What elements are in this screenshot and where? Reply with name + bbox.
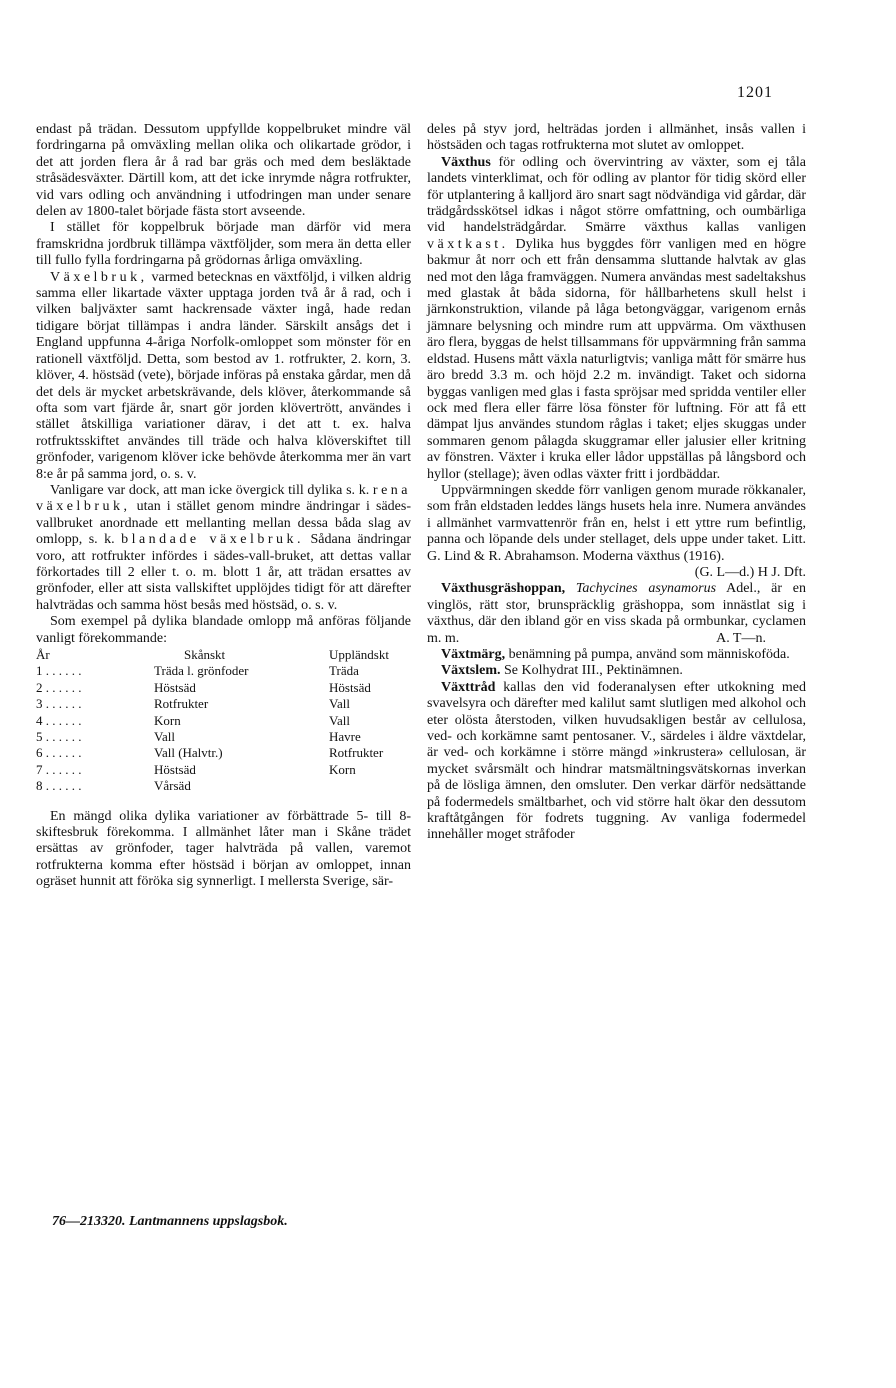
table-row [36,663,411,679]
entry-vaxttrad [427,680,806,844]
row-upplandskt: Korn [329,761,356,777]
table-row [36,745,411,761]
left-paragraph-4-c: Sådana ändringar voro, att rotfrukter infördes i sädes-vall-bruket, att dettas vallar förkortades till 2 eller t. o. m. blott 1 år, att trädan ersattes av grönfoder, eller att sista vallskiftet upplöjdes tidigt för att därefter halvträdas och samma höst besås med höstsäd, o. s. v. [36,532,412,613]
left-paragraph-4-b: utan i stället genom mindre ändringar i sädes-vallbruket anordnade ett mellanting mellan dessa båda slag av omlopp, s. k. [36,499,411,548]
row-year: 5 . . . . . . [36,729,82,745]
right-column [427,122,806,844]
signature-vaxthus: (G. L—d.) H J. Dft. [694,564,806,580]
row-upplandskt: Vall [329,696,350,712]
signature-grashoppan: A. T—n. [716,630,766,646]
row-upplandskt: Rotfrukter [329,745,384,761]
table-row [36,680,411,696]
term-vaxtkast: växtkast. [427,236,509,252]
latin-name: Tachycines asynamorus [565,581,717,597]
headword-vaxtmarg: Växtmärg, [441,647,506,662]
left-paragraph-4-a: Vanligare var dock, att man icke övergick till dylika s. k. [50,482,373,498]
left-column [36,122,411,891]
rotation-table [36,647,411,795]
entry-vaxtslem [427,663,806,679]
headword-vaxtslem: Växtslem. [441,663,501,679]
entry-vaxthus-text-a: för odling och övervintring av växter, som ej tåla landets vinterklimat, och för odling av plantor för tidig skörd eller för utplantering å kalljord äro snart sagt nödvändiga vid gårdar, där trädgårdsskötsel idkas i något större omfattning, och oumbärliga vid handelsträdgårdar. Smärre växthus kallas vanligen [427,154,806,236]
rotation-table-header [36,647,411,663]
row-skanskt: Träda l. grönfoder [154,663,249,679]
row-skanskt: Vall [154,729,175,745]
left-paragraph-1: endast på trädan. Dessutom uppfyllde koppelbruket mindre väl fordringarna på omväxling mellan olika och olikartade grödor, i det att jorden flera år å rad bar gräs och med dem besläktade stråsädesväxter. Därtill kom, att det icke inrymde några rotfrukter, vid vars odling och användning i utfodringen man under senare delen av 1800-talet började fästa stort avseende. [36,122,411,220]
left-paragraph-3-text: varmed betecknas en växtföljd, i vilken aldrig samma eller likartade växter upptaga jorden två år å rad, och i vilken baljväxter samt hackrensade växter ingå, hade redan tidigare börjat tillämpas i andra länder. Särskilt ansågs det i England uppfunna 4-åriga Norfolk-omloppet som mönster för en rationell växtföljd. Detta, som bestod av 1. rotfrukter, 2. korn, 3. klöver, 4. höstsäd (vete), började införas på enstaka gårdar, men då det dels är mycket arbetskrävande, dels klöver, återkommande så ofta som vart fjärde år, snart gör jorden klövertrött, användes i stället åtskilliga variationer därav, i det att t. ex. halva rotfruktsskiftet användes till träde och halva klöverskiftet till grönfoder, varigenom klöver icke behövde återkomma mer än vart 8:e år på samma jord, o. s. v. [36,269,411,482]
row-upplandskt [329,778,411,794]
row-year: 4 . . . . . . [36,712,82,728]
headword-vaxthusgrashoppan: Växthusgräshoppan, [441,581,566,597]
row-year: 2 . . . . . . [36,679,82,695]
table-row [36,696,411,712]
entry-vaxtmarg [427,647,806,663]
row-skanskt: Höstsäd [154,761,196,777]
row-year: 7 . . . . . . [36,761,82,777]
entry-vaxthusgrashoppan-text: Adel., är en vinglös, rätt stor, brunspräcklig gräshoppa, som innästlat sig i växthus, där den ibland gör en viss skada på ormbunkar, cyclamen m. m. [427,581,806,646]
row-upplandskt: Vall [329,712,350,728]
right-paragraph-1: deles på styv jord, helträdas jorden i allmänhet, insås vallen i höstsäden och tagas rotfrukterna mot slutet av omloppet. [427,122,806,154]
table-row [36,762,411,778]
left-paragraph-4 [36,483,411,614]
entry-vaxtslem-text: Se Kolhydrat III., Pektinämnen. [500,663,683,679]
row-year: 3 . . . . . . [36,696,82,712]
entry-vaxthus-heating-text: Uppvärmningen skedde förr vanligen genom murade rökkanaler, som från eldstaden leddes längs husets hela inre. Numera användes i allmänhet varmvattenrör från en, helst i ett yttre rum befintlig, panna och löpande dels under stellaget, dels uppe under taket. Litt. G. Lind & R. Abrahamson. Moderna växthus (1916). [427,482,806,564]
row-skanskt: Korn [154,712,181,728]
row-skanskt: Rotfrukter [154,696,209,712]
entry-vaxthus-text-b: Dylika hus byggdes förr vanligen med en högre bakmur åt norr och ett från densamma sluttande halvtak av glas ned mot den låga framväggen. Numera användas mest sadeltakshus med glastak åt båda sidorna, för hållbarhetens skull helst i järnkonstruktion, vilande på låga betongväggar, varigenom ernås jämnare belysning och mindre rum att uppvärma. Om växthusen äro flera, byggas de helst tillsammans för uppvärmning från samma eldstad. Husens mått växla naturligtvis; vanliga mått för smärre hus äro bredd 3.3 m. och höjd 2.2 m. invändigt. Taket och sidorna byggas vanligen med glas i fasta spröjsar med spridda ventiler eller ock med flera eller färre lösa fönster för luftning. För att få ett dämpat ljus användes stundom råglas i taket; eljes skuggas under sommaren genom pålagda skuggramar eller jalusier eller kritning av fönstren. Växter i kruka eller lådor uppställas på långsbord och hyllor (stellage); även odlas växter fritt i jordbäddar. [427,236,806,482]
header-year: År [36,647,50,662]
left-paragraph-3 [36,270,411,483]
table-row [36,778,411,794]
table-row [36,729,411,745]
entry-vaxthus [427,155,806,483]
row-year: 8 . . . . . . [36,778,82,794]
left-paragraph-5: Som exempel på dylika blandade omlopp må anföras följande vanligt förekommande: [36,614,411,646]
table-row [36,713,411,729]
row-skanskt: Vårsäd [154,778,191,794]
entry-vaxtmarg-text: benämning på pumpa, använd som människoföda. [505,647,790,662]
row-skanskt: Vall (Halvtr.) [154,745,223,761]
row-upplandskt: Havre [329,729,361,745]
footer-print-signature: 76—213320. Lantmannens uppslagsbok. [52,1214,288,1229]
row-upplandskt: Träda [329,663,359,679]
term-rena-vaxelbruk: rena växelbruk, [36,482,411,515]
header-skanskt: Skånskt [184,647,226,662]
headword-vaxthus: Växthus [441,154,491,170]
row-year: 1 . . . . . . [36,663,82,679]
left-paragraph-6: En mängd olika dylika variationer av förbättrade 5- till 8-skiftesbruk förekomma. I allmänhet låter man i Skåne trädet ersättas av grönfoder, tager halvträda på vallen, varemot rotfrukterna komma efter höstsäd i början av omloppet, innan ogräset hunnit att föröka sig synnerligt. I mellersta Sverige, sär- [36,808,411,890]
row-skanskt: Höstsäd [154,679,196,695]
page-number: 1201 [737,84,773,101]
entry-vaxttrad-text: kallas den vid foderanalysen efter utkokning med svavelsyra och därefter med kalilut samt slutligen med alkohol och eter olösta återstoden, vilken huvudsakligen består av cellulosa, ved- och korkämne samt pentosaner. V., särdeles i äldre växtdelar, är ved- och korkämne i större mängd »inkrustera» cellulosan, är mycket svårsmält och hindrar matsmältningsvätskornas inverkan på de lösliga ämnen, den omsluter. Den verkar därför nedsättande på fodermedels smältbarhet, och vid större halt ökar den dessutom kraftåtgången för fodrets tuggning. Av vanliga fodermedel innehåller moget stråfoder [427,679,806,843]
entry-vaxthus-heating [427,482,806,580]
left-paragraph-2: I stället för koppelbruk började man därför vid mera framskridna jordbruk tillämpa växtföljder, som mera än detta eller till fullo fylla fordringarna på grödornas årliga omväxling. [36,220,411,269]
row-upplandskt: Höstsäd [329,679,371,695]
term-blandade-vaxelbruk: blandade växelbruk. [121,532,305,548]
header-upplandskt: Uppländskt [329,647,389,662]
headword-vaxttrad: Växttråd [441,679,496,695]
entry-vaxthusgrashoppan [427,581,806,647]
term-vaxelbruk: Växelbruk, [50,269,148,285]
row-year: 6 . . . . . . [36,745,82,761]
